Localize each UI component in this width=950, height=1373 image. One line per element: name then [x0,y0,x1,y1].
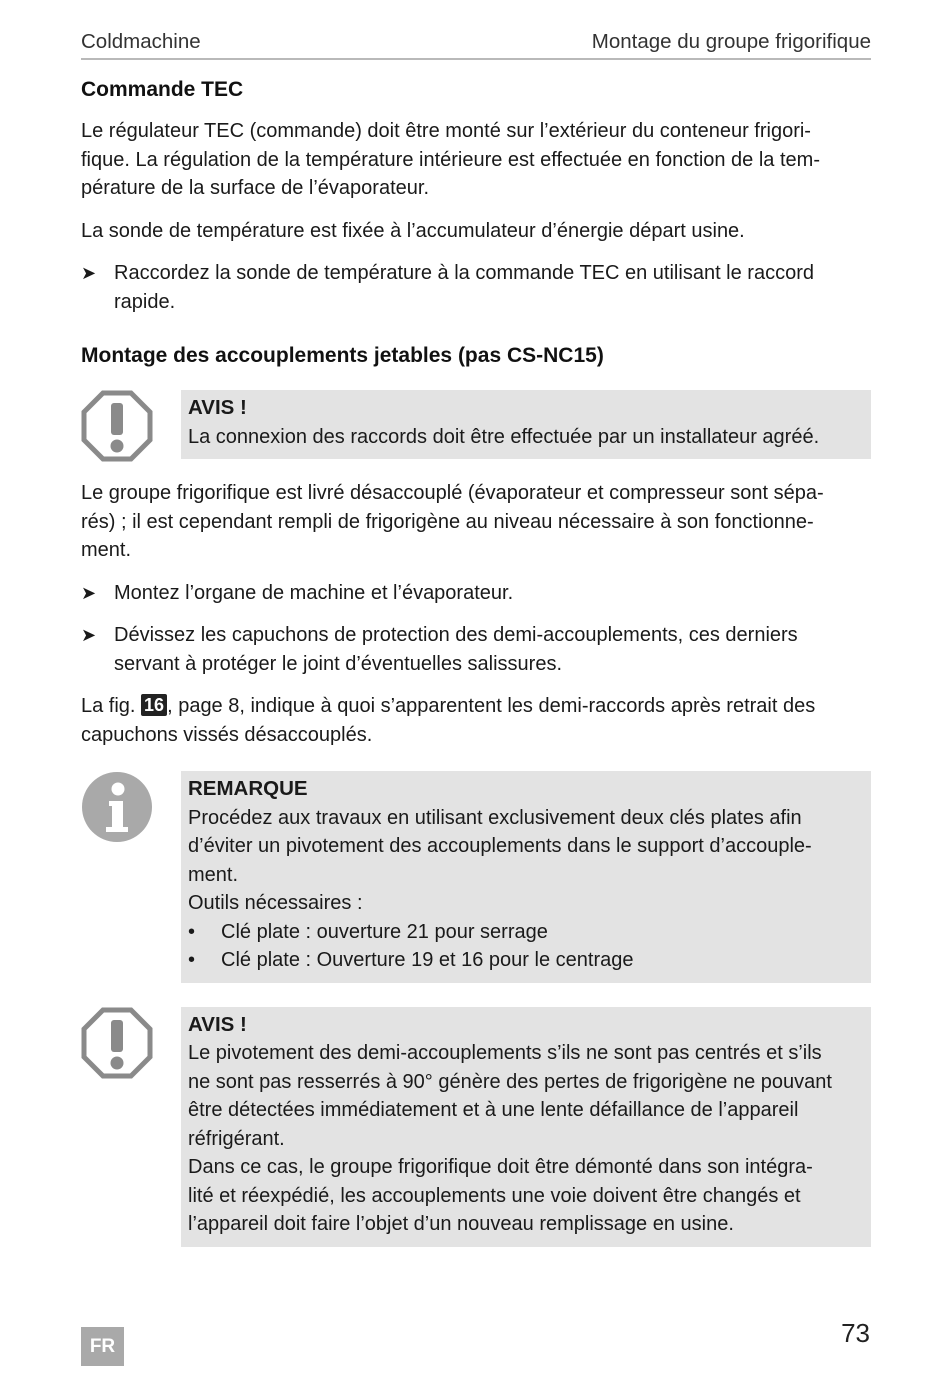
remark-content [181,771,871,983]
info-circle-icon [81,771,181,843]
text-line: réfrigérant. [188,1127,285,1150]
text-line: rapide. [114,290,176,313]
text-line: rés) ; il est cependant rempli de frigorigène au niveau nécessaire à son fonctionne- [81,510,814,533]
arrow-right-icon: ➤ [81,582,97,603]
text-line: capuchons vissés désaccouplés. [81,723,373,746]
text-line: servant à protéger le joint d’éventuelles salissures. [114,652,563,675]
header-product: Coldmachine [81,30,201,53]
notice-title: AVIS ! [188,1012,247,1036]
step-text [114,259,814,316]
notice-title: AVIS ! [188,396,247,419]
header-chapter: Montage du groupe frigorifique [591,30,871,53]
paragraph-tec [81,117,871,203]
remark-box [81,771,871,983]
text-line: ment. [81,539,132,561]
text-line: ne sont pas resserrés à 90° génère des pertes de frigorigène ne pouvant [188,1070,832,1093]
paragraph-figure-ref [81,692,871,749]
arrow-right-icon: ➤ [81,263,97,283]
text-fragment: La fig. [81,695,136,717]
text-line: Le groupe frigorifique est livré désaccouplé (évaporateur et compresseur sont sépa- [81,482,824,504]
text-line: fique. La régulation de la température intérieure est effectuée en fonction de la tem- [81,148,820,171]
text-line: Dévissez les capuchons de protection des demi-accouplements, ces derniers [114,624,798,646]
notice-box [81,390,871,462]
text-line: l’appareil doit faire l’objet d’un nouveau remplissage en usine. [188,1213,734,1235]
manual-page [81,30,871,1247]
notice-content [181,1007,871,1247]
bullet-dot-icon: • [188,920,196,943]
section-title-tec: Commande TEC [81,78,244,101]
paragraph-livraison [81,479,871,565]
text-line: d’éviter un pivotement des accouplements dans le support d’accouple- [188,835,812,857]
text-fragment: , page 8, indique à quoi s’apparentent les demi-raccords après retrait des [167,695,816,717]
paragraph-sonde: La sonde de température est fixée à l’accumulateur d’énergie départ usine. [81,219,745,242]
arrow-right-icon: ➤ [81,625,97,645]
language-badge: FR [81,1327,124,1366]
text-line: être détectées immédiatement et à une lente défaillance de l’appareil [188,1099,799,1121]
warning-octagon-icon [81,390,181,462]
bullet-item [188,946,861,975]
step-instruction [81,621,871,678]
text-line: pérature de la surface de l’évaporateur. [81,177,429,199]
notice-content [181,390,871,459]
notice-box [81,1007,871,1247]
step-text: Montez l’organe de machine et l’évaporateur. [114,581,514,604]
text-line: Le régulateur TEC (commande) doit être monté sur l’extérieur du conteneur frigori- [81,120,811,142]
step-instruction [81,579,871,608]
bullet-dot-icon: • [188,949,196,971]
text-line: Raccordez la sonde de température à la commande TEC en utilisant le raccord [114,262,814,284]
text-line: ment. [188,863,239,886]
page-header [81,30,871,60]
section-title-accouplements: Montage des accouplements jetables (pas CS-NC15) [81,344,604,367]
bullet-item [188,918,861,947]
notice-text: La connexion des raccords doit être effectuée par un installateur agréé. [188,425,820,448]
figure-number-badge: 16 [141,694,167,716]
page-number: 73 [841,1318,870,1348]
text-line: Dans ce cas, le groupe frigorifique doit être démonté dans son intégra- [188,1156,813,1178]
remark-title: REMARQUE [188,777,308,800]
step-text [114,621,798,678]
text-line: lité et réexpédié, les accouplements une voie doivent être changés et [188,1184,801,1207]
step-instruction [81,259,871,316]
text-line: Procédez aux travaux en utilisant exclusivement deux clés plates afin [188,806,802,829]
bullet-text: Clé plate : Ouverture 19 et 16 pour le centrage [221,949,634,971]
text-line: Le pivotement des demi-accouplements s’ils ne sont pas centrés et s’ils [188,1042,822,1064]
warning-octagon-icon [81,1007,181,1079]
text-line: Outils nécessaires : [188,892,363,914]
bullet-text: Clé plate : ouverture 21 pour serrage [221,920,548,943]
